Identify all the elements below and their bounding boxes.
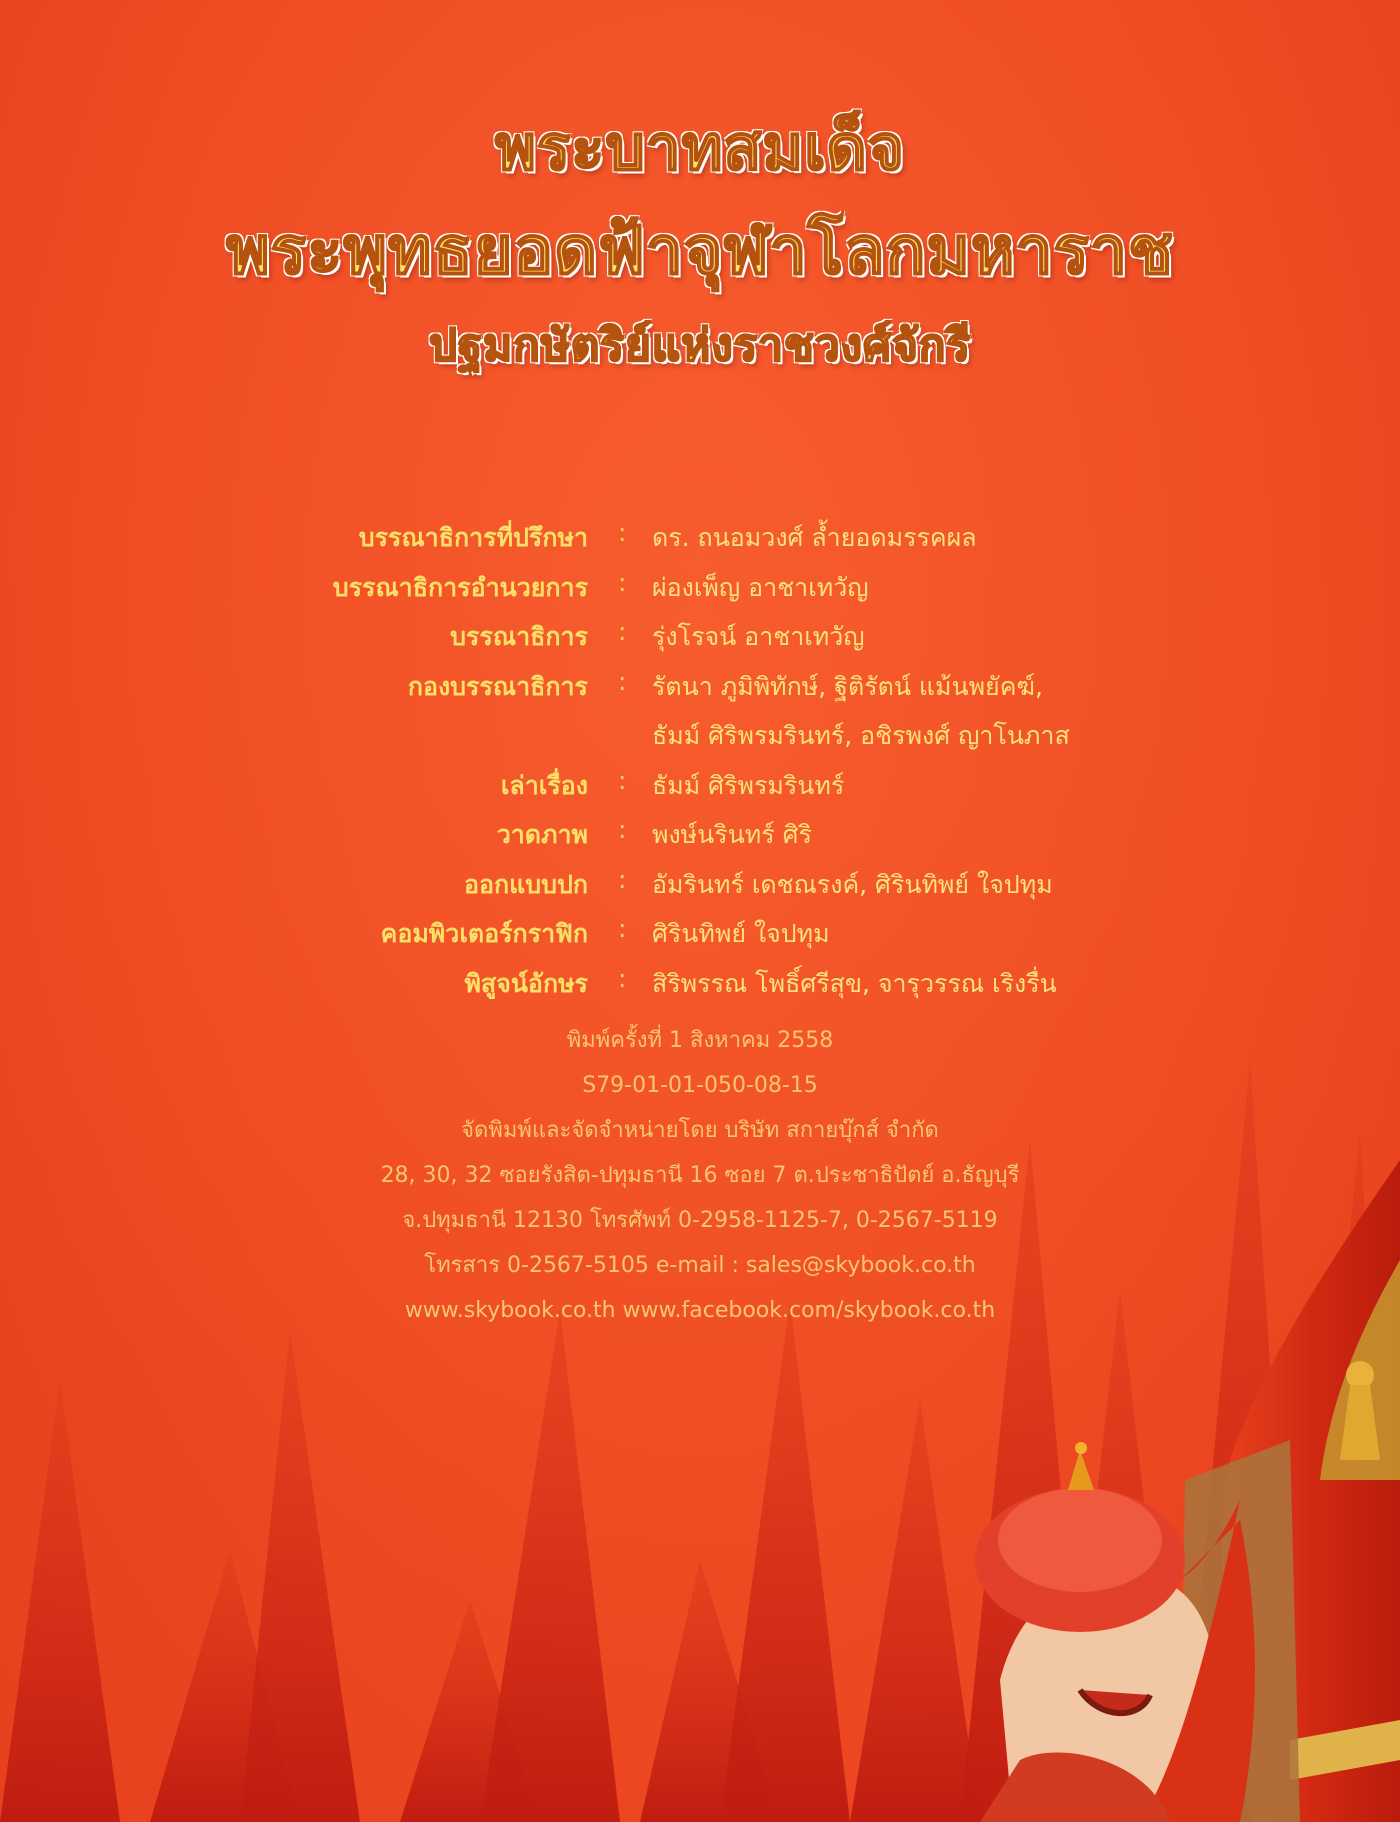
title-line-2: พระพุทธยอดฟ้าจุฬาโลกมหาราช xyxy=(226,212,1174,289)
credit-separator: : xyxy=(618,963,627,993)
credits-list xyxy=(0,508,1400,1003)
credit-separator: : xyxy=(618,617,627,646)
credit-row xyxy=(0,904,1400,954)
credit-separator: : xyxy=(618,666,627,696)
credit-row-continued xyxy=(0,706,1400,756)
credit-value: ศิรินทิพย์ ใจปทุม xyxy=(652,919,830,948)
edition-line: พิมพ์ครั้งที่ 1 สิงหาคม 2558 xyxy=(566,1028,834,1053)
credit-value: อัมรินทร์ เดชณรงค์, ศิรินทิพย์ ใจปทุม xyxy=(652,869,1053,899)
credit-separator: : xyxy=(618,815,627,844)
credit-row xyxy=(0,558,1400,608)
credit-value: สิริพรรณ โพธิ์ศรีสุข, จารุวรรณ เริงรื่น xyxy=(652,968,1057,998)
credit-label: บรรณาธิการที่ปรึกษา xyxy=(358,523,588,552)
credit-separator: : xyxy=(618,914,627,943)
credit-value: พงษ์นรินทร์ ศิริ xyxy=(652,820,812,849)
website-line: www.skybook.co.th www.facebook.com/skybook.co.th xyxy=(404,1298,996,1323)
credit-row xyxy=(0,855,1400,905)
credit-value: ธัมม์ ศิริพรมรินทร์ xyxy=(652,770,845,800)
credit-separator: : xyxy=(618,765,627,795)
publication-info xyxy=(0,1018,1400,1333)
credit-value: ดร. ถนอมวงศ์ ล้ำยอดมรรคผล xyxy=(652,523,977,552)
credit-label: ออกแบบปก xyxy=(463,869,588,899)
credit-label: เล่าเรื่อง xyxy=(500,770,588,800)
credit-separator: : xyxy=(618,864,627,894)
credit-label: คอมพิวเตอร์กราฟิก xyxy=(380,919,588,948)
credit-row xyxy=(0,607,1400,657)
credit-value: ธัมม์ ศิริพรมรินทร์, อชิรพงศ์ ญาโนภาส xyxy=(652,721,1070,750)
fax-email-line: โทรสาร 0-2567-5105 e-mail : sales@skybook.co.th xyxy=(424,1253,976,1278)
publisher-line: จัดพิมพ์และจัดจำหน่ายโดย บริษัท สกายบุ๊กส์ จำกัด xyxy=(461,1118,939,1143)
credit-value: รัตนา ภูมิพิทักษ์, ฐิติรัตน์ แม้นพยัคฆ์, xyxy=(652,671,1043,701)
credit-label: วาดภาพ xyxy=(496,820,588,849)
credit-label: พิสูจน์อักษร xyxy=(464,968,588,998)
credit-separator: : xyxy=(618,567,627,597)
credit-row xyxy=(0,508,1400,558)
credit-row xyxy=(0,805,1400,855)
credit-row xyxy=(0,657,1400,707)
credit-row xyxy=(0,954,1400,1004)
address-line-1: 28, 30, 32 ซอยรังสิต-ปทุมธานี 16 ซอย 7 ต.ประชาธิปัตย์ อ.ธัญบุรี xyxy=(380,1163,1020,1188)
book-title xyxy=(0,100,1400,386)
credit-separator: : xyxy=(618,518,627,547)
book-code: S79-01-01-050-08-15 xyxy=(582,1073,818,1098)
title-line-1: พระบาทสมเด็จ xyxy=(494,111,905,184)
credit-label: บรรณาธิการ xyxy=(450,622,588,651)
title-subtitle: ปฐมกษัตริย์แห่งราชวงศ์จักรี xyxy=(428,320,972,371)
credit-label: กองบรรณาธิการ xyxy=(407,671,588,701)
address-line-2: จ.ปทุมธานี 12130 โทรศัพท์ 0-2958-1125-7, 0-2567-5119 xyxy=(402,1208,998,1233)
credit-label: บรรณาธิการอำนวยการ xyxy=(332,572,588,602)
credit-value: ผ่องเพ็ญ อาชาเทวัญ xyxy=(652,572,869,602)
credit-value: รุ่งโรจน์ อาชาเทวัญ xyxy=(652,622,865,651)
credit-row xyxy=(0,756,1400,806)
